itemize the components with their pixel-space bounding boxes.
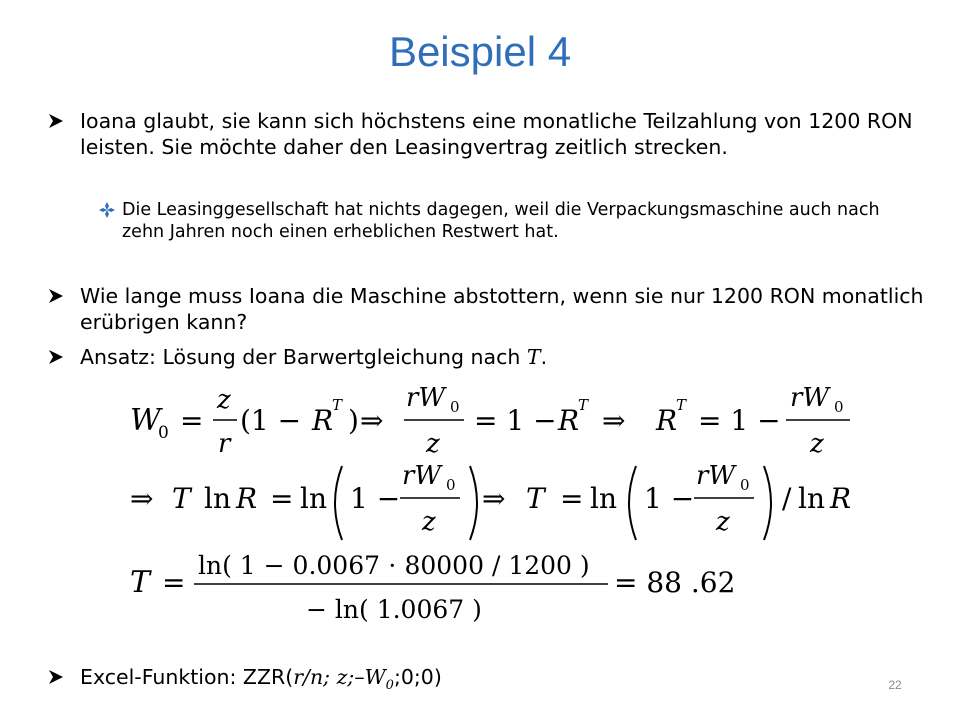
bullet-item [46, 344, 926, 370]
big-paren-right [470, 466, 477, 540]
formula-symbol: = 1 − [698, 404, 781, 437]
formula-numerator: ln( 1 − 0.0067 ⋅ 80000 / 1200 ) [198, 551, 590, 580]
formula-symbol: z [217, 385, 231, 415]
formula-arg: r/n [293, 665, 324, 689]
formula-symbol: R [312, 404, 334, 437]
formula-symbol: = [270, 482, 294, 515]
arrow-bullet-icon [46, 664, 68, 690]
formula-symbol: ln [798, 482, 825, 515]
formula-symbol: T [172, 482, 191, 515]
slide-title: Beispiel 4 [388, 28, 572, 75]
formula-arg: ; [323, 665, 337, 689]
bullet-item [46, 283, 926, 335]
diamond-bullet-icon [98, 201, 116, 219]
formula-line-1 [130, 383, 850, 459]
formula-subscript: 0 [450, 398, 460, 416]
big-paren-left [335, 466, 342, 540]
bullet-text: Ioana glaubt, sie kann sich höchstens eine monatliche Teilzahlung von 1200 RON leisten. Sie möchte daher den Leasingvertrag zeitlich strecken. [80, 109, 913, 159]
bullet-text: Wie lange muss Ioana die Maschine abstottern, wenn sie nur 1200 RON monatlich erübrigen kann? [80, 284, 924, 334]
big-paren-right [764, 466, 771, 540]
formula-symbol: R [236, 482, 258, 515]
arrow-bullet-icon [46, 344, 68, 370]
bullet-item [46, 664, 926, 699]
formula-symbol: = [560, 482, 584, 515]
formula-symbol: z [810, 429, 824, 459]
formula-line-3 [130, 551, 735, 624]
formula-superscript: T [578, 396, 589, 414]
formula-symbol: ln [204, 482, 231, 515]
bullet-text-part: . [540, 345, 548, 369]
formula-symbol: T [526, 482, 545, 515]
formula-arg: ;– [347, 665, 365, 689]
arrow-bullet-icon [46, 108, 68, 134]
formula-symbol: ln [590, 482, 617, 515]
formula-subscript: 0 [385, 678, 394, 694]
bullet-item [46, 108, 926, 160]
formula-symbol: ) [348, 404, 359, 437]
formula-result: = 88 .62 [614, 566, 736, 599]
bullet-text-part: Ansatz: Lösung der Barwertgleichung nach [80, 345, 527, 369]
formula-arg: z [336, 665, 348, 689]
formula-symbol: z [426, 429, 440, 459]
formula-symbol: W [130, 403, 161, 438]
variable-T: T [526, 345, 541, 369]
formula-superscript: T [332, 396, 343, 414]
formula-symbol: R [558, 404, 580, 437]
page-number: 22 [888, 678, 902, 692]
formula-symbol: = 1 − [474, 404, 557, 437]
formula-block [110, 378, 870, 648]
formula-line-2 [130, 461, 851, 540]
implies-icon: ⇒ [130, 482, 154, 515]
sub-bullet-text: Die Leasinggesellschaft hat nichts dagegen, weil die Verpackungsmaschine auch nach zehn Jahren noch einen erheblichen Restwert hat. [122, 200, 880, 242]
formula-superscript: T [676, 396, 687, 414]
formula-symbol: R [830, 482, 852, 515]
bullet-text [80, 664, 926, 699]
formula-denominator: − ln( 1.0067 ) [306, 595, 482, 624]
formula-symbol: = [162, 566, 186, 599]
formula-symbol: z [716, 507, 730, 537]
formula-symbol: 1 − [350, 482, 401, 515]
formula-symbol: / [782, 482, 792, 515]
formula-subscript: 0 [740, 476, 750, 494]
implies-icon: ⇒ [360, 404, 384, 437]
formula-symbol: (1 − [240, 404, 302, 437]
formula-symbol: rW [402, 461, 442, 491]
formula-symbol: rW [406, 383, 446, 413]
formula-symbol: ln [300, 482, 327, 515]
formula-symbol: rW [790, 383, 830, 413]
formula-arg: W [364, 665, 386, 689]
bullet-text-part: ;0;0) [393, 665, 442, 689]
bullet-text [80, 344, 926, 370]
formula-symbol: T [130, 565, 151, 600]
sub-bullet-item [98, 199, 888, 243]
formula-symbol: R [656, 404, 678, 437]
formula-subscript: 0 [158, 423, 169, 443]
formula-symbol: 1 − [644, 482, 695, 515]
implies-icon: ⇒ [602, 404, 626, 437]
implies-icon: ⇒ [482, 482, 506, 515]
formula-subscript: 0 [834, 398, 844, 416]
arrow-bullet-icon [46, 283, 68, 309]
formula-symbol: z [422, 507, 436, 537]
formula-symbol: = [180, 404, 204, 437]
big-paren-left [629, 466, 636, 540]
formula-symbol: rW [696, 461, 736, 491]
formula-subscript: 0 [446, 476, 456, 494]
bullet-text-part: Excel-Funktion: ZZR( [80, 665, 294, 689]
formula-symbol: r [218, 429, 231, 459]
